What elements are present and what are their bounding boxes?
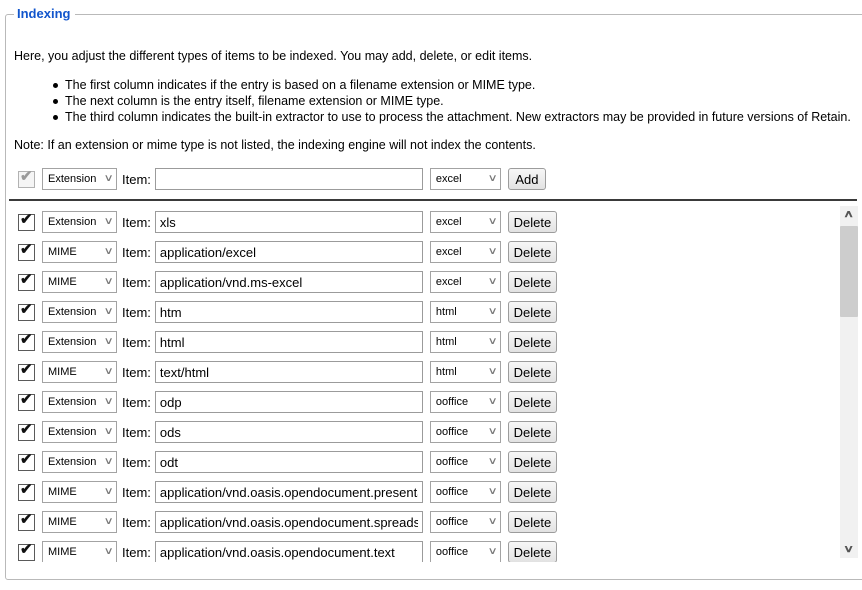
checkmark-icon: ✔	[20, 167, 33, 185]
chevron-down-icon: ∨	[103, 516, 114, 527]
row-extractor-select-value: ooffice	[435, 426, 469, 438]
chevron-down-icon: ∨	[487, 173, 498, 184]
delete-button[interactable]: Delete	[508, 241, 557, 263]
row-extractor-select-value: ooffice	[435, 396, 469, 408]
section-title: Indexing	[14, 6, 75, 21]
delete-button[interactable]: Delete	[508, 421, 557, 443]
row-extractor-select[interactable]	[430, 361, 501, 383]
table-row	[8, 211, 858, 233]
delete-button[interactable]: Delete	[508, 331, 557, 353]
row-extractor-select[interactable]	[430, 331, 501, 353]
scroll-up-icon: ∧	[843, 209, 855, 220]
scrollbar-up-button[interactable]	[840, 206, 858, 223]
row-type-select[interactable]	[42, 271, 117, 293]
chevron-down-icon: ∨	[103, 396, 114, 407]
row-extractor-select[interactable]	[430, 241, 501, 263]
scrollbar-track[interactable]	[840, 223, 858, 541]
row-type-select-value: MIME	[48, 246, 77, 258]
row-checkbox[interactable]	[18, 360, 35, 381]
item-label: Item:	[122, 394, 151, 410]
add-row	[8, 168, 862, 190]
chevron-down-icon: ∨	[487, 366, 498, 377]
item-label: Item:	[122, 274, 151, 290]
scrollbar-down-button[interactable]	[840, 541, 858, 558]
instructions-list	[8, 77, 862, 125]
row-type-select-value: Extension	[48, 336, 97, 348]
row-item-input[interactable]	[155, 331, 423, 353]
row-extractor-select-value: ooffice	[435, 546, 469, 558]
row-extractor-select[interactable]	[430, 481, 501, 503]
delete-button[interactable]: Delete	[508, 481, 557, 503]
row-item-input[interactable]	[155, 391, 423, 413]
chevron-down-icon: ∨	[103, 246, 114, 257]
table-row	[8, 391, 858, 413]
row-checkbox[interactable]	[18, 270, 35, 291]
row-extractor-select-value: html	[435, 336, 457, 348]
row-type-select[interactable]	[42, 511, 117, 533]
chevron-down-icon: ∨	[103, 486, 114, 497]
table-row	[8, 541, 858, 562]
row-extractor-select-value: ooffice	[435, 486, 469, 498]
item-label: Item:	[122, 514, 151, 530]
row-type-select[interactable]	[42, 241, 117, 263]
row-extractor-select[interactable]	[430, 211, 501, 233]
row-checkbox[interactable]	[18, 210, 35, 231]
chevron-down-icon: ∨	[487, 546, 498, 557]
table-row	[8, 481, 858, 503]
row-item-input[interactable]	[155, 241, 423, 263]
scrollbar[interactable]	[840, 206, 858, 558]
row-checkbox[interactable]	[18, 450, 35, 471]
row-item-input[interactable]	[155, 211, 423, 233]
item-label: Item:	[122, 171, 151, 187]
checkmark-icon: ✔	[20, 540, 33, 558]
row-item-input[interactable]	[155, 301, 423, 323]
item-label: Item:	[122, 454, 151, 470]
item-label: Item:	[122, 484, 151, 500]
row-item-input[interactable]	[155, 481, 423, 503]
chevron-down-icon: ∨	[487, 216, 498, 227]
extractor-select-value: excel	[435, 173, 462, 185]
checkmark-icon: ✔	[20, 420, 33, 438]
chevron-down-icon: ∨	[103, 336, 114, 347]
row-extractor-select[interactable]	[430, 271, 501, 293]
row-type-select[interactable]	[42, 421, 117, 443]
add-row-checkbox	[18, 167, 35, 188]
chevron-down-icon: ∨	[487, 396, 498, 407]
extractor-select[interactable]	[430, 168, 501, 190]
item-label: Item:	[122, 424, 151, 440]
row-item-input[interactable]	[155, 271, 423, 293]
row-extractor-select-value: ooffice	[435, 516, 469, 528]
row-extractor-select-value: html	[435, 366, 457, 378]
rows-separator	[9, 199, 857, 201]
scroll-down-icon: ∨	[843, 544, 855, 555]
item-label: Item:	[122, 244, 151, 260]
row-extractor-select[interactable]	[430, 391, 501, 413]
row-type-select[interactable]	[42, 211, 117, 233]
instruction-item: The first column indicates if the entry is based on a filename extension or MIME type.	[8, 77, 862, 93]
item-label: Item:	[122, 334, 151, 350]
add-button[interactable]: Add	[508, 168, 546, 190]
table-row	[8, 421, 858, 443]
row-type-select-value: Extension	[48, 396, 97, 408]
table-row	[8, 271, 858, 293]
checkmark-icon: ✔	[20, 360, 33, 378]
row-item-input[interactable]	[155, 541, 423, 562]
delete-button[interactable]: Delete	[508, 511, 557, 533]
checkmark-icon: ✔	[20, 330, 33, 348]
row-item-input[interactable]	[155, 511, 423, 533]
delete-button[interactable]: Delete	[508, 361, 557, 383]
row-extractor-select-value: excel	[435, 276, 462, 288]
row-type-select-value: MIME	[48, 516, 77, 528]
delete-button[interactable]: Delete	[508, 391, 557, 413]
row-type-select-value: MIME	[48, 486, 77, 498]
table-row	[8, 511, 858, 533]
note-text: Note: If an extension or mime type is not listed, the indexing engine will not index the contents.	[14, 138, 536, 152]
row-extractor-select[interactable]	[430, 421, 501, 443]
checkmark-icon: ✔	[20, 270, 33, 288]
row-extractor-select[interactable]	[430, 301, 501, 323]
row-checkbox[interactable]	[18, 420, 35, 441]
table-row	[8, 331, 858, 353]
chevron-down-icon: ∨	[103, 366, 114, 377]
table-row	[8, 361, 858, 383]
chevron-down-icon: ∨	[487, 336, 498, 347]
row-type-select-value: Extension	[48, 216, 97, 228]
item-label: Item:	[122, 214, 151, 230]
item-label: Item:	[122, 364, 151, 380]
delete-button[interactable]: Delete	[508, 451, 557, 473]
row-type-select[interactable]	[42, 481, 117, 503]
row-checkbox[interactable]	[18, 390, 35, 411]
row-extractor-select-value: excel	[435, 216, 462, 228]
row-extractor-select[interactable]	[430, 511, 501, 533]
chevron-down-icon: ∨	[487, 516, 498, 527]
row-type-select[interactable]	[42, 331, 117, 353]
delete-button[interactable]: Delete	[508, 301, 557, 323]
row-checkbox[interactable]	[18, 510, 35, 531]
row-extractor-select[interactable]	[430, 541, 501, 562]
row-type-select-value: MIME	[48, 366, 77, 378]
row-checkbox[interactable]	[18, 540, 35, 561]
chevron-down-icon: ∨	[103, 276, 114, 287]
row-checkbox[interactable]	[18, 480, 35, 501]
row-type-select[interactable]	[42, 451, 117, 473]
row-extractor-select-value: excel	[435, 246, 462, 258]
checkmark-icon: ✔	[20, 390, 33, 408]
checkmark-icon: ✔	[20, 300, 33, 318]
item-label: Item:	[122, 304, 151, 320]
delete-button[interactable]: Delete	[508, 211, 557, 233]
item-input[interactable]	[155, 168, 423, 190]
checkmark-icon: ✔	[20, 210, 33, 228]
table-row	[8, 451, 858, 473]
row-type-select-value: Extension	[48, 456, 97, 468]
row-extractor-select[interactable]	[430, 451, 501, 473]
checkmark-icon: ✔	[20, 450, 33, 468]
table-row	[8, 241, 858, 263]
chevron-down-icon: ∨	[487, 456, 498, 467]
type-select[interactable]	[42, 168, 117, 190]
row-type-select[interactable]	[42, 301, 117, 323]
scrollbar-thumb[interactable]	[840, 226, 858, 317]
item-label: Item:	[122, 544, 151, 560]
row-type-select-value: Extension	[48, 426, 97, 438]
chevron-down-icon: ∨	[487, 276, 498, 287]
chevron-down-icon: ∨	[103, 306, 114, 317]
row-item-input[interactable]	[155, 361, 423, 383]
chevron-down-icon: ∨	[103, 546, 114, 557]
chevron-down-icon: ∨	[487, 246, 498, 257]
chevron-down-icon: ∨	[487, 486, 498, 497]
row-type-select-value: MIME	[48, 276, 77, 288]
chevron-down-icon: ∨	[103, 173, 114, 184]
row-type-select-value: MIME	[48, 546, 77, 558]
chevron-down-icon: ∨	[487, 306, 498, 317]
table-row	[8, 301, 858, 323]
row-type-select[interactable]	[42, 361, 117, 383]
row-checkbox[interactable]	[18, 240, 35, 261]
row-type-select[interactable]	[42, 391, 117, 413]
chevron-down-icon: ∨	[103, 216, 114, 227]
row-extractor-select-value: ooffice	[435, 456, 469, 468]
row-type-select-value: Extension	[48, 306, 97, 318]
instruction-item: The third column indicates the built-in extractor to use to process the attachment. New extractors may be provided in future versions of Retain.	[8, 109, 862, 125]
instruction-item: The next column is the entry itself, filename extension or MIME type.	[8, 93, 862, 109]
chevron-down-icon: ∨	[487, 426, 498, 437]
chevron-down-icon: ∨	[103, 426, 114, 437]
delete-button[interactable]: Delete	[508, 271, 557, 293]
intro-text: Here, you adjust the different types of items to be indexed. You may add, delete, or edit items.	[14, 49, 533, 63]
row-type-select[interactable]	[42, 541, 117, 562]
checkmark-icon: ✔	[20, 510, 33, 528]
checkmark-icon: ✔	[20, 480, 33, 498]
chevron-down-icon: ∨	[103, 456, 114, 467]
row-checkbox[interactable]	[18, 300, 35, 321]
delete-button[interactable]: Delete	[508, 541, 557, 562]
row-item-input[interactable]	[155, 421, 423, 443]
index-entries-list	[8, 206, 858, 562]
row-extractor-select-value: html	[435, 306, 457, 318]
indexing-section	[5, 6, 862, 580]
row-item-input[interactable]	[155, 451, 423, 473]
row-checkbox[interactable]	[18, 330, 35, 351]
rows-container	[8, 206, 858, 562]
type-select-value: Extension	[48, 173, 97, 185]
checkmark-icon: ✔	[20, 240, 33, 258]
